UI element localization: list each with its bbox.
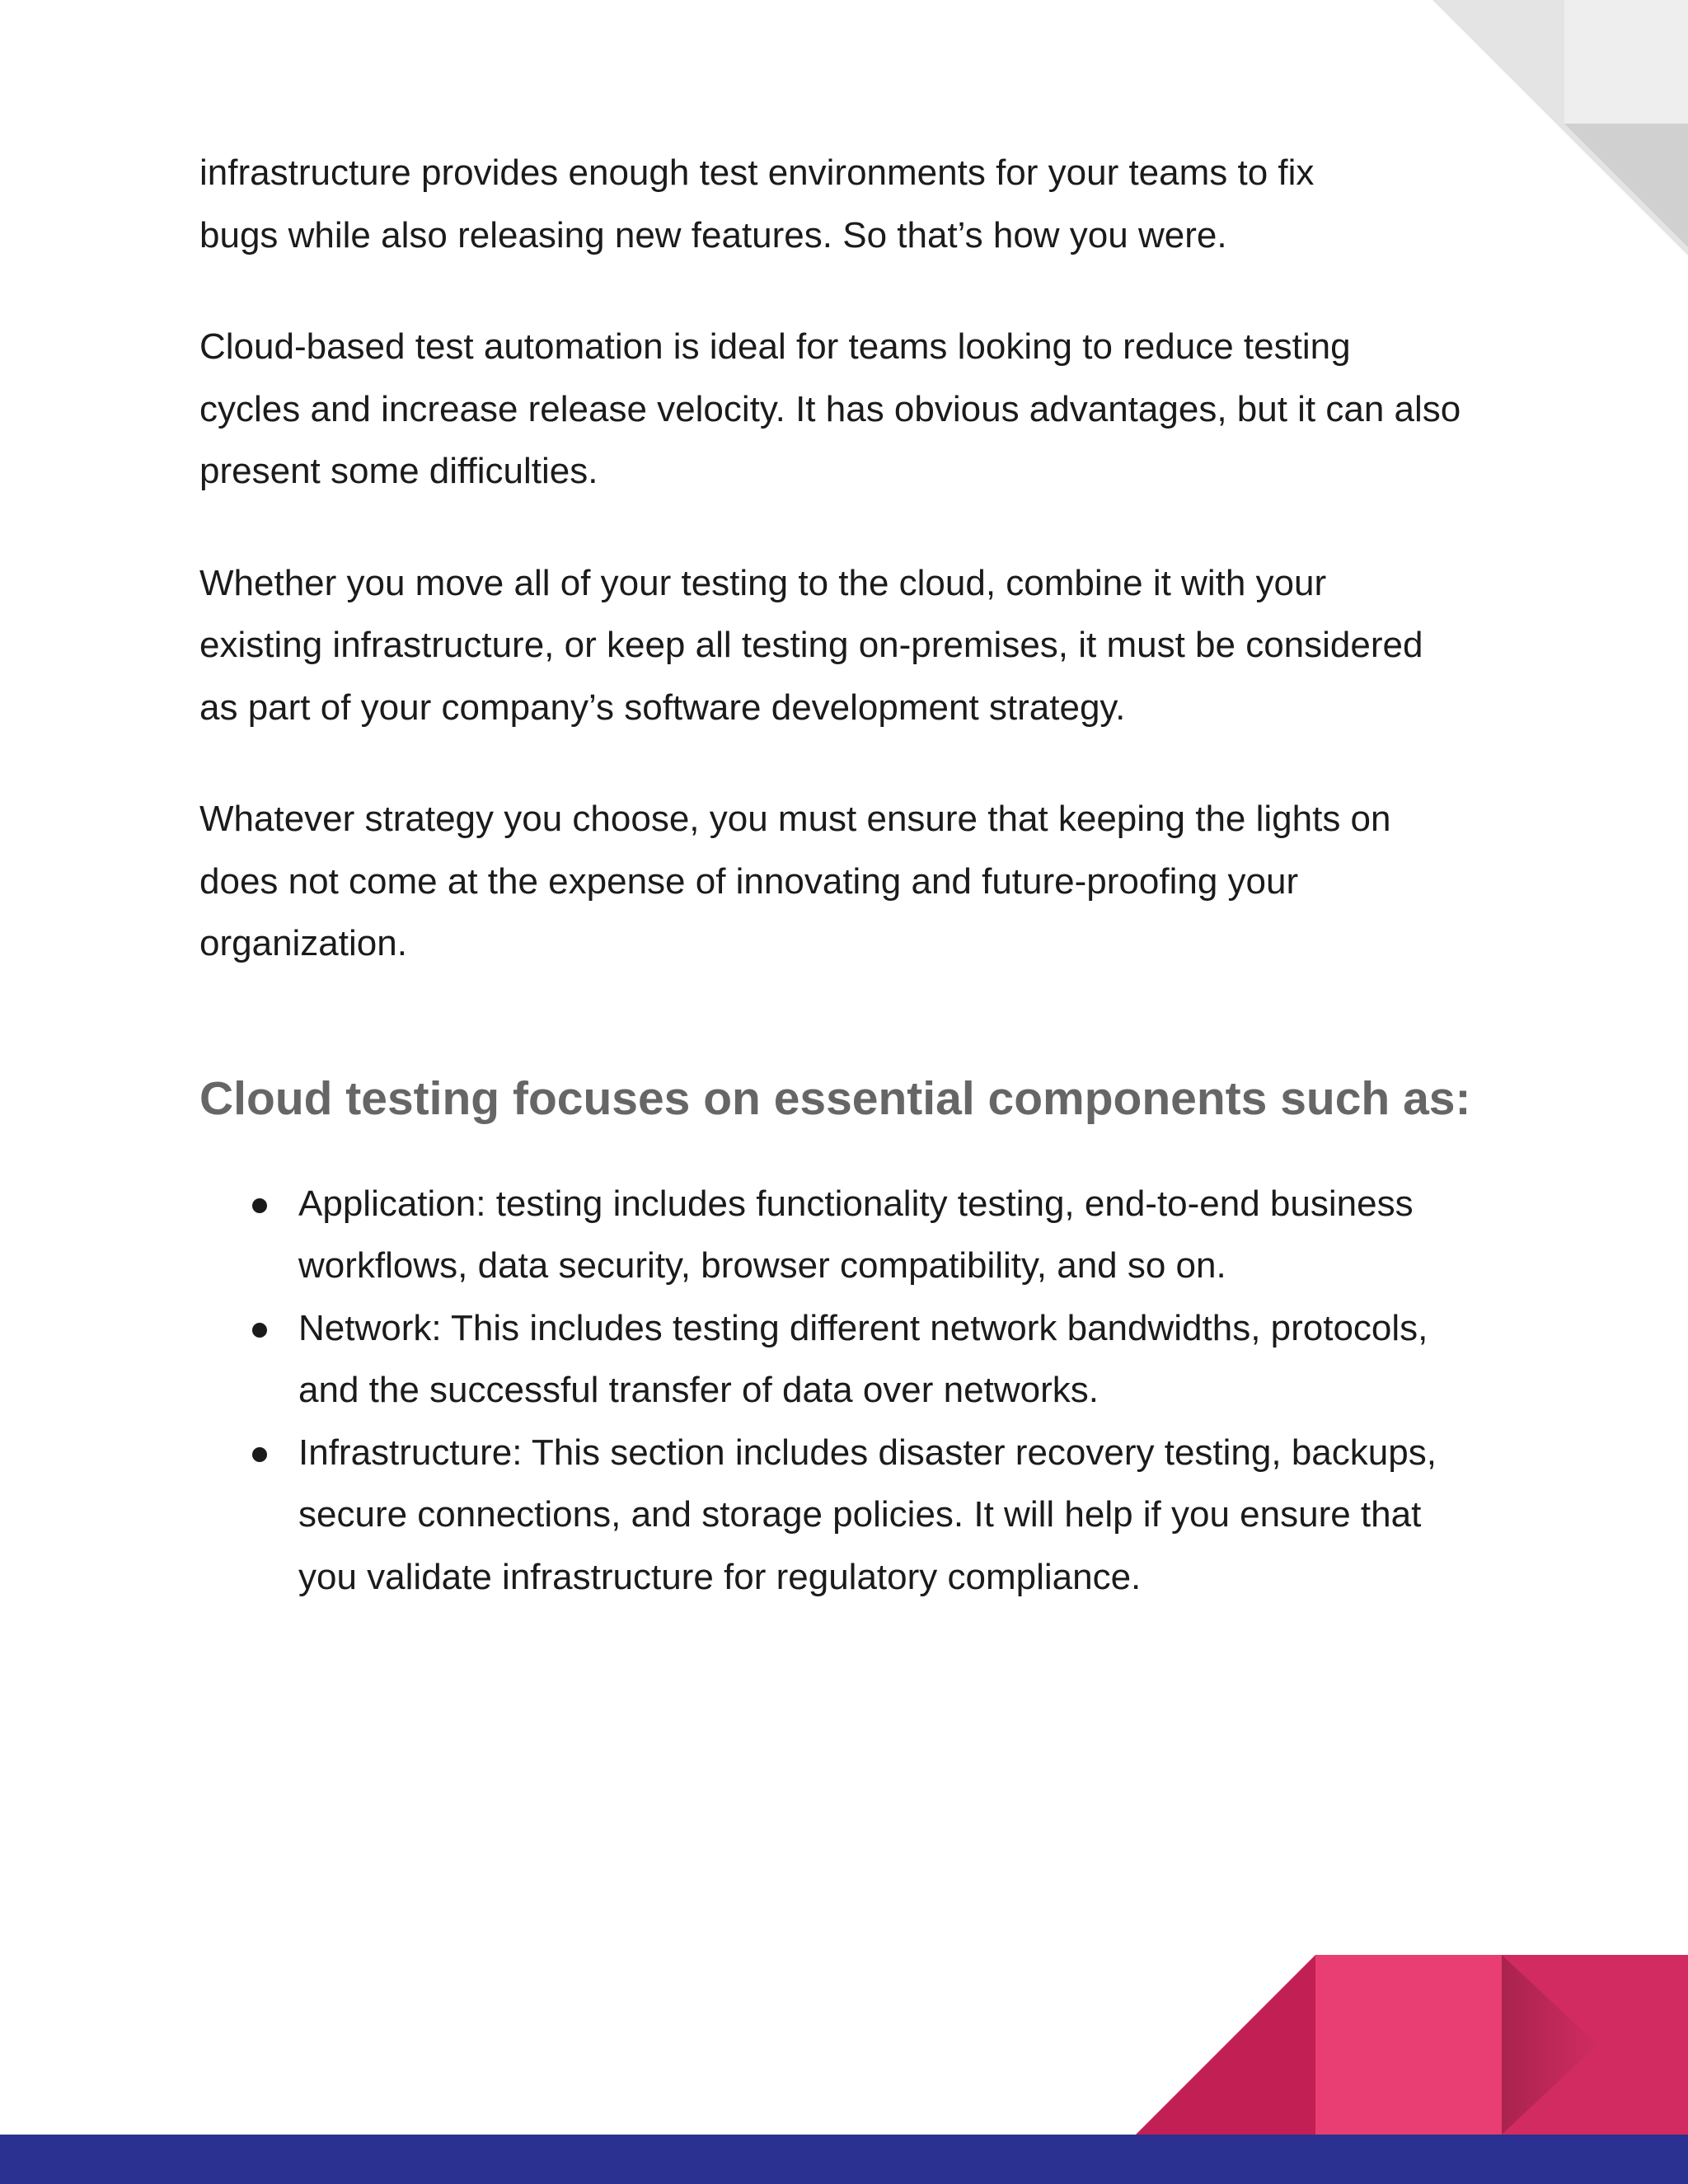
bullet-dot-icon [252, 1447, 267, 1462]
list-item-line: Application: testing includes functionality testing, end-to-end business [298, 1183, 1414, 1224]
list-item-line: you validate infrastructure for regulatory compliance. [298, 1556, 1142, 1597]
paragraph-line: existing infrastructure, or keep all testing on-premises, it must be considered [199, 625, 1423, 665]
paragraph-line: Whether you move all of your testing to the cloud, combine it with your [199, 562, 1327, 603]
paragraph [199, 316, 1502, 503]
list-item-line: workflows, data security, browser compatibility, and so on. [298, 1245, 1226, 1286]
bullet-dot-icon [252, 1323, 267, 1338]
paragraph-line: Cloud-based test automation is ideal for teams looking to reduce testing [199, 326, 1351, 367]
footer-band [0, 2135, 1688, 2184]
paragraph-line: cycles and increase release velocity. It has obvious advantages, but it can also [199, 388, 1461, 429]
paragraph-line: infrastructure provides enough test environments for your teams to fix [199, 152, 1315, 193]
paragraph-line: as part of your company’s software development strategy. [199, 687, 1126, 728]
paragraph-line: bugs while also releasing new features. So that’s how you were. [199, 214, 1227, 255]
list-item-line: Infrastructure: This section includes disaster recovery testing, backups, [298, 1432, 1437, 1473]
paragraph-line: organization. [199, 923, 407, 963]
list-item-line: secure connections, and storage policies. It will help if you ensure that [298, 1494, 1422, 1535]
document-body [199, 142, 1502, 1608]
list-item-line: Network: This includes testing different network bandwidths, protocols, [298, 1307, 1428, 1348]
list-item [199, 1422, 1502, 1609]
paragraph [199, 552, 1502, 739]
list-item-line: and the successful transfer of data over networks. [298, 1370, 1099, 1410]
paragraph-line: present some difficulties. [199, 451, 598, 491]
paragraph [199, 142, 1502, 266]
list-item [199, 1173, 1502, 1297]
bullet-dot-icon [252, 1198, 267, 1213]
list-item [199, 1297, 1502, 1422]
footer-shapes-decoration [1136, 1955, 1688, 2135]
bullet-list [199, 1173, 1502, 1609]
paragraph-line: does not come at the expense of innovating and future-proofing your [199, 860, 1299, 902]
paragraph [199, 788, 1502, 975]
section-heading: Cloud testing focuses on essential components such as: [199, 1071, 1471, 1125]
paragraph-line: Whatever strategy you choose, you must ensure that keeping the lights on [199, 799, 1391, 839]
